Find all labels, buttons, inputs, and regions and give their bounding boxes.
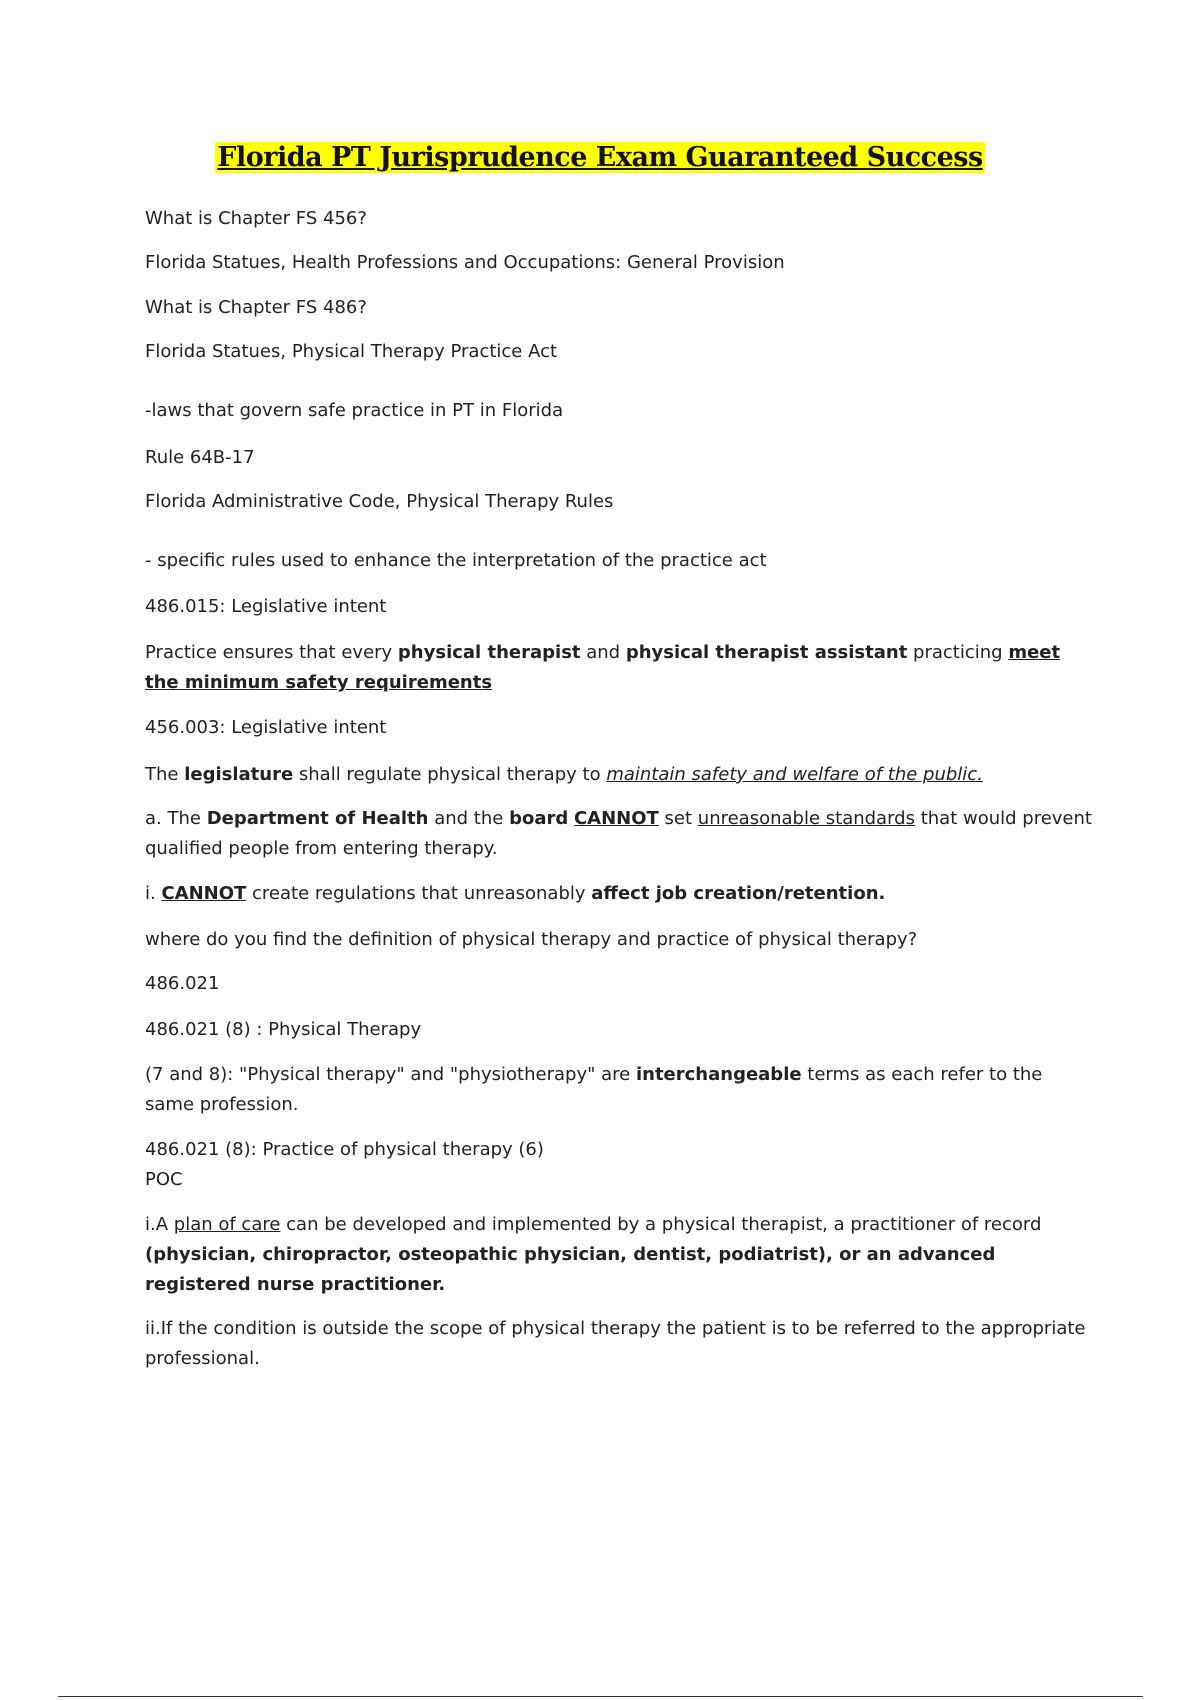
section-486-021-practice: 486.021 (8): Practice of physical therapy (6) <box>145 1139 544 1160</box>
footer-divider <box>58 1696 1143 1697</box>
answer-486-021: 486.021 <box>145 973 220 994</box>
answer-fs486: Florida Statues, Physical Therapy Practice Act <box>145 341 558 362</box>
note-laws: -laws that govern safe practice in PT in Florida <box>145 400 564 421</box>
section-486-021-8: 486.021 (8) : Physical Therapy <box>145 1019 422 1040</box>
question-fs456: What is Chapter FS 456? <box>145 208 367 229</box>
poc-label: POC <box>145 1169 183 1190</box>
paragraph-cannot-create: i. CANNOT create regulations that unreasonably affect job creation/retention. <box>145 883 886 904</box>
question-definition: where do you find the definition of physical therapy and practice of physical therapy? <box>145 929 918 950</box>
paragraph-legislature: The legislature shall regulate physical therapy to maintain safety and welfare of the public. <box>145 764 983 785</box>
paragraph-plan-of-care: i.A plan of care can be developed and implemented by a physical therapist, a practitioner of record (physician, chiropractor, osteopathic physician, dentist, podiatrist), or an advanced registered nurse practitioner. <box>145 1214 1042 1295</box>
paragraph-interchangeable: (7 and 8): "Physical therapy" and "physiotherapy" are interchangeable terms as each refer to the same profession. <box>145 1064 1043 1115</box>
paragraph-referral: ii.If the condition is outside the scope of physical therapy the patient is to be referred to the appropriate professional. <box>145 1318 1086 1369</box>
paragraph-practice-ensures: Practice ensures that every physical therapist and physical therapist assistant practicing meet the minimum safety requirements <box>145 642 1061 693</box>
question-fs486: What is Chapter FS 486? <box>145 297 367 318</box>
rule-heading: Rule 64B-17 <box>145 447 255 468</box>
answer-fs456: Florida Statues, Health Professions and Occupations: General Provision <box>145 252 785 273</box>
section-456-003: 456.003: Legislative intent <box>145 717 387 738</box>
section-486-015: 486.015: Legislative intent <box>145 596 387 617</box>
rule-description: Florida Administrative Code, Physical Therapy Rules <box>145 491 614 512</box>
document-title <box>0 142 1200 173</box>
paragraph-department-of-health: a. The Department of Health and the board CANNOT set unreasonable standards that would prevent qualified people from entering therapy. <box>145 808 1092 859</box>
title-text: Florida PT Jurisprudence Exam Guaranteed Success <box>217 142 983 173</box>
note-specific-rules: - specific rules used to enhance the interpretation of the practice act <box>145 550 767 571</box>
